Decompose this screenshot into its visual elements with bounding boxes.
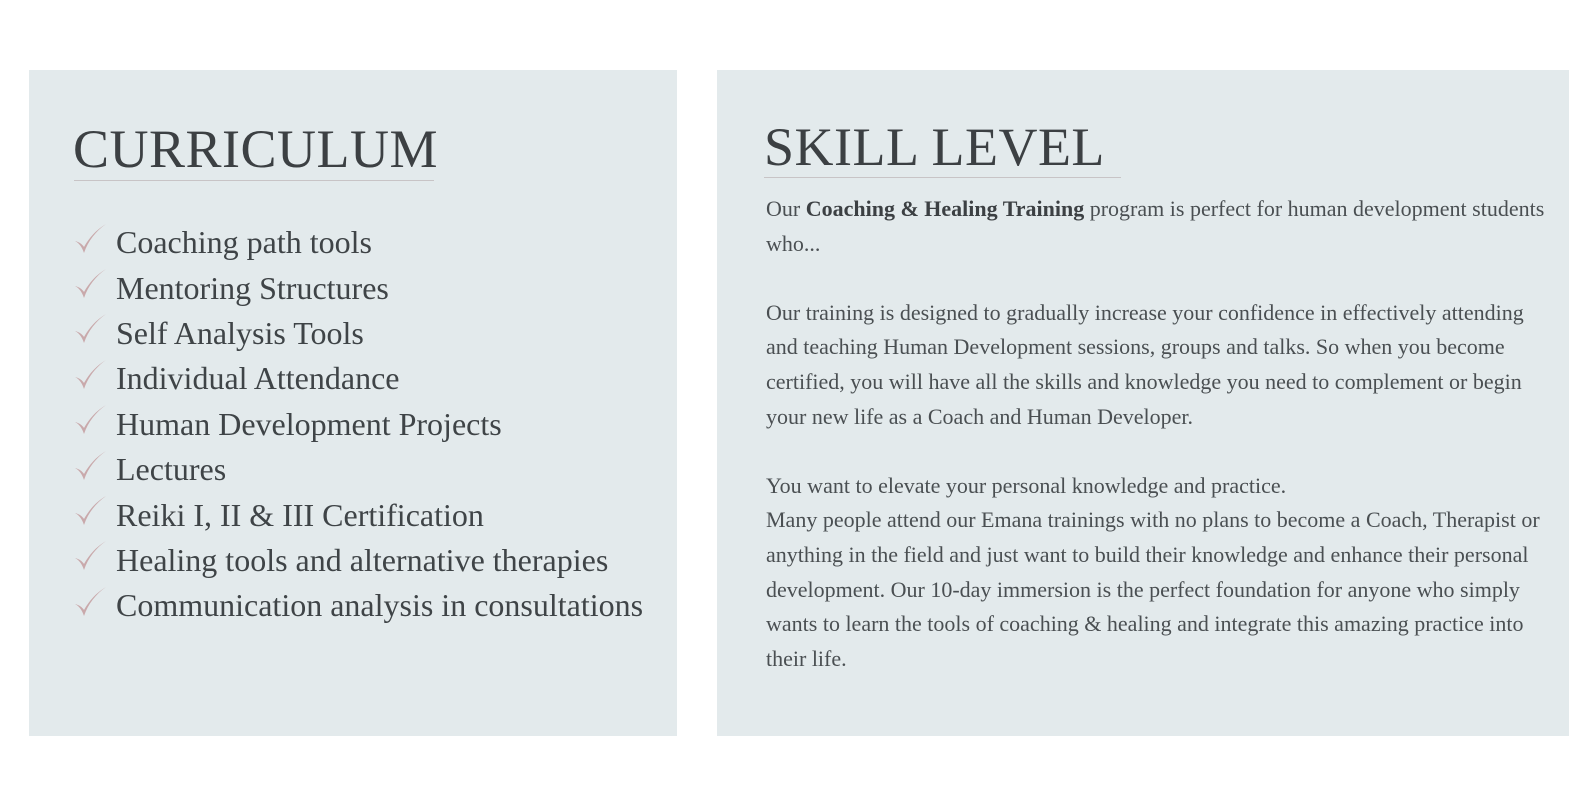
curriculum-panel — [29, 70, 677, 736]
paragraph-spacer — [766, 261, 1556, 296]
checkmark-icon — [72, 358, 108, 394]
curriculum-list-item — [72, 538, 643, 583]
curriculum-list-item — [72, 492, 643, 537]
curriculum-item-label: Reiki I, II & III Certification — [116, 496, 484, 533]
curriculum-item-label: Healing tools and alternative therapies — [116, 541, 609, 578]
checkmark-icon — [72, 539, 108, 575]
curriculum-item-label: Mentoring Structures — [116, 269, 389, 306]
program-name: Coaching & Healing Training — [805, 196, 1085, 221]
checkmark-icon — [72, 585, 108, 621]
checkmark-icon — [72, 449, 108, 485]
curriculum-list-item — [72, 402, 643, 447]
skill-level-body — [766, 192, 1556, 676]
emana-paragraph: Many people attend our Emana trainings with no plans to become a Coach, Therapist or anything in the field and just want to build their knowledge and enhance their personal development. Our 10-day immersion is the perfect foundation for anyone who simply wants to learn the tools of coaching & healing and integrate this amazing practice into their life. — [766, 507, 1540, 671]
curriculum-list-item — [72, 583, 643, 628]
curriculum-item-label: Communication analysis in consultations — [116, 587, 644, 624]
checkmark-icon — [72, 494, 108, 530]
training-paragraph: Our training is designed to gradually increase your confidence in effectively attending and teaching Human Development sessions, groups and talks. So when you become certified, you will have all the skills and knowledge you need to complement or begin your new life as a Coach and Human Developer. — [766, 299, 1524, 429]
skill-level-title-divider — [764, 177, 1121, 178]
paragraph-spacer — [766, 434, 1556, 469]
curriculum-title: CURRICULUM — [73, 119, 439, 179]
checkmark-icon — [72, 312, 108, 348]
curriculum-item-label: Self Analysis Tools — [116, 314, 364, 351]
curriculum-list-item — [72, 311, 643, 356]
checkmark-icon — [72, 403, 108, 439]
curriculum-item-label: Individual Attendance — [116, 360, 400, 397]
curriculum-item-label: Lectures — [116, 451, 227, 488]
curriculum-list-item — [72, 220, 643, 265]
curriculum-list-item — [72, 265, 643, 310]
curriculum-item-label: Coaching path tools — [116, 224, 372, 261]
skill-level-title: SKILL LEVEL — [764, 117, 1105, 177]
checkmark-icon — [72, 222, 108, 258]
skill-level-panel — [717, 70, 1569, 736]
intro-suffix: program is perfect for human development students who... — [766, 196, 1545, 256]
checkmark-icon — [72, 267, 108, 303]
curriculum-item-label: Human Development Projects — [116, 405, 502, 442]
curriculum-list-item — [72, 447, 643, 492]
elevate-line: You want to elevate your personal knowledge and practice. — [766, 472, 1287, 498]
intro-paragraph — [766, 192, 1556, 261]
curriculum-list — [72, 220, 643, 629]
curriculum-list-item — [72, 356, 643, 401]
curriculum-title-divider — [74, 180, 434, 181]
intro-prefix: Our — [766, 196, 806, 221]
